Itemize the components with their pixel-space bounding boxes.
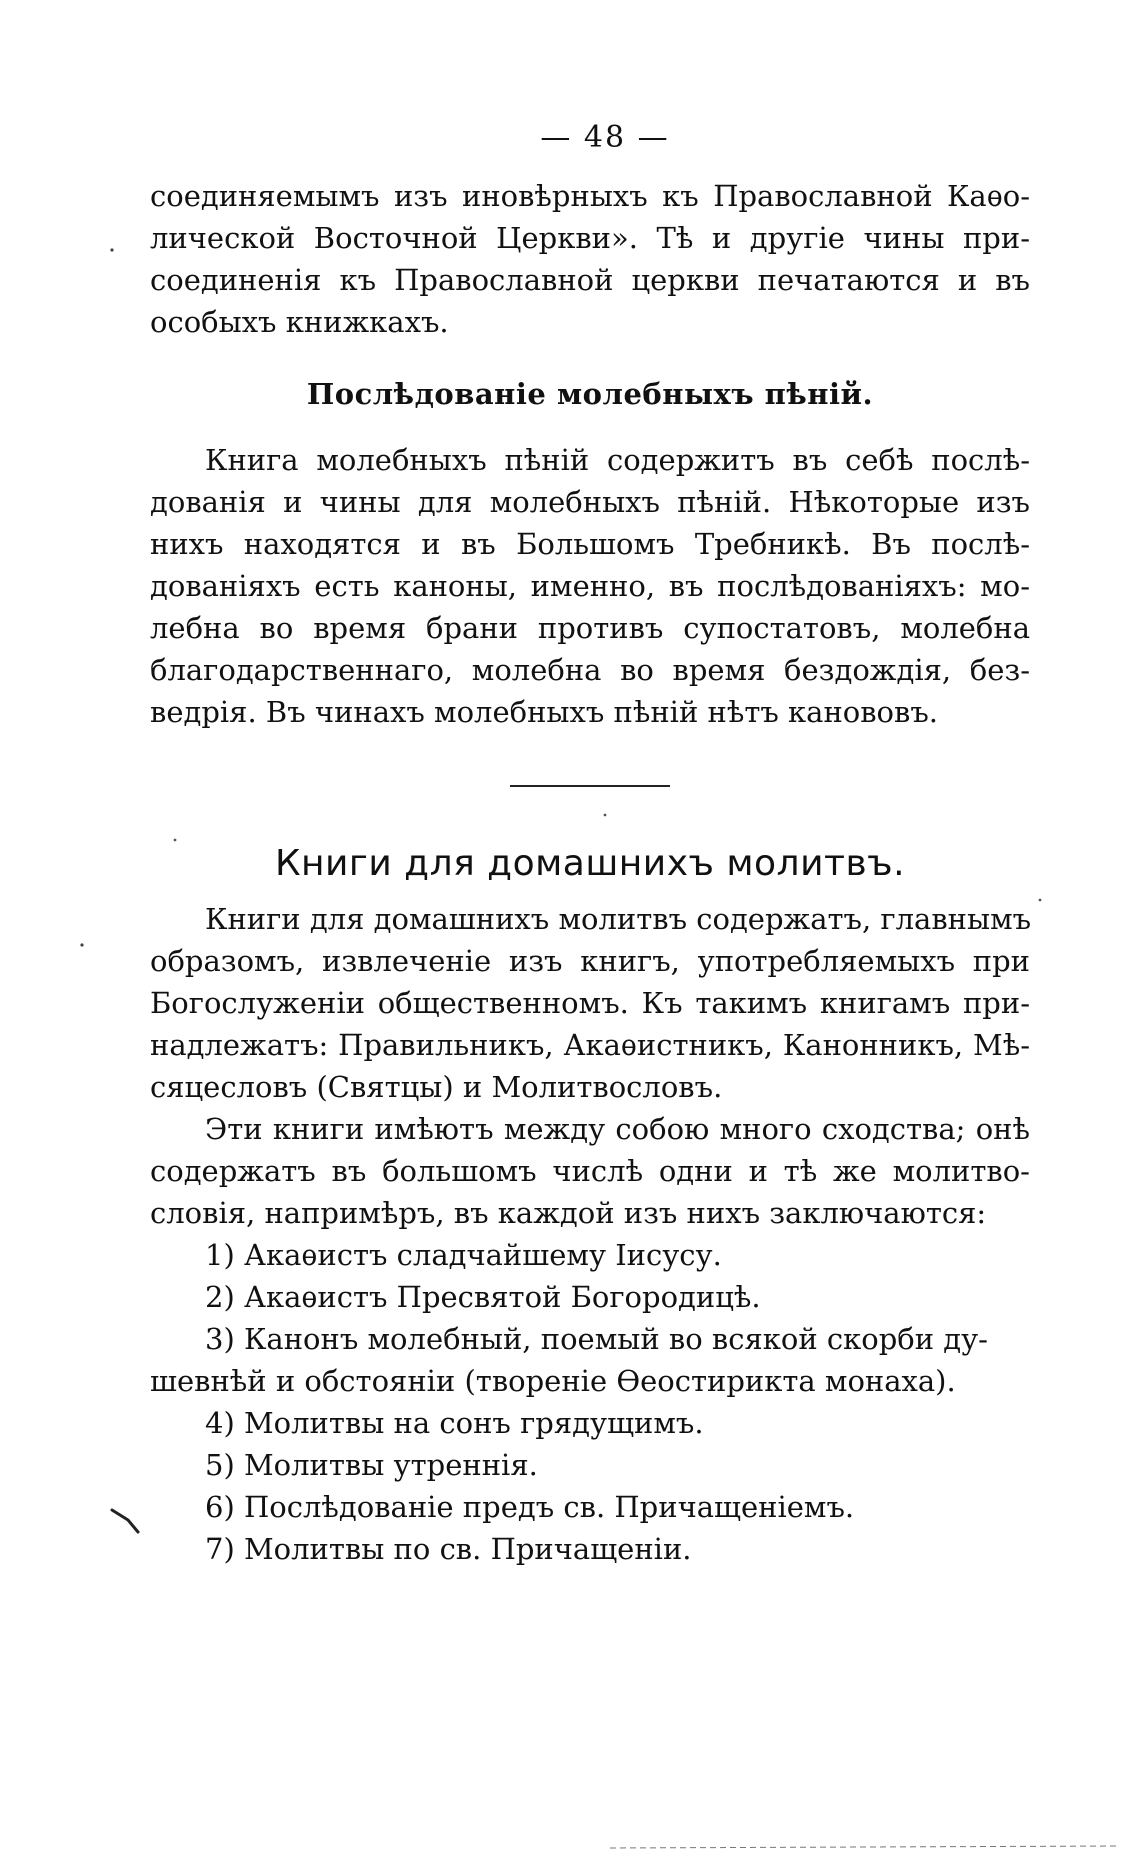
list-item: 1) Акаѳистъ сладчайшему Іисусу. xyxy=(205,1238,722,1272)
text-line: Книги для домашнихъ молитвъ содержатъ, главнымъ xyxy=(205,902,1032,936)
text-line: нихъ находятся и въ Большомъ Требникѣ. Въ послѣ- xyxy=(150,527,1030,561)
page-number: — 48 — xyxy=(540,120,670,155)
text-line: соединяемымъ изъ иновѣрныхъ къ Православной Каѳо- xyxy=(150,179,1030,213)
text-line: благодарственнаго, молебна во время бездождія, без- xyxy=(150,653,1030,687)
list-item: 4) Молитвы на сонъ грядущимъ. xyxy=(205,1406,704,1440)
text-line: Эти книги имѣютъ между собою много сходства; онѣ xyxy=(205,1112,1030,1146)
text-line: Богослуженіи общественномъ. Къ такимъ книгамъ при- xyxy=(150,986,1030,1020)
text-line: дованіяхъ есть каноны, именно, въ послѣдованіяхъ: мо- xyxy=(150,569,1030,603)
text-line: сяцесловъ (Святцы) и Молитвословъ. xyxy=(150,1070,723,1104)
list-item: 6) Послѣдованіе предъ св. Причащеніемъ. xyxy=(205,1490,855,1524)
text-line: соединенія къ Православной церкви печатаются и въ xyxy=(150,263,1030,297)
text-line: ведрія. Въ чинахъ молебныхъ пѣній нѣтъ канововъ. xyxy=(150,695,939,729)
list-item: 3) Канонъ молебный, поемый во всякой скорби ду- xyxy=(205,1322,988,1356)
text-line: надлежатъ: Правильникъ, Акаѳистникъ, Канонникъ, Мѣ- xyxy=(150,1028,1030,1062)
text-line: дованія и чины для молебныхъ пѣній. Нѣкоторые изъ xyxy=(150,485,1030,519)
text-line: особыхъ книжкахъ. xyxy=(150,305,449,339)
text-line: лической Восточной Церкви». Тѣ и другіе чины при- xyxy=(150,221,1030,255)
list-item-continuation: шевнѣй и обстояніи (твореніе Ѳеостирикта монаха). xyxy=(150,1364,956,1398)
section-title-home-prayers: Книги для домашнихъ молитвъ. xyxy=(274,843,906,884)
list-item: 5) Молитвы утреннія. xyxy=(205,1448,538,1482)
text-line: лебна во время брани противъ супостатовъ, молебна xyxy=(150,611,1030,645)
list-item: 2) Акаѳистъ Пресвятой Богородицѣ. xyxy=(205,1280,761,1314)
section-title-molebens: Послѣдованіе молебныхъ пѣній. xyxy=(306,377,874,411)
text-line: словія, напримѣръ, въ каждой изъ нихъ заключаются: xyxy=(150,1196,987,1230)
text-line: содержатъ въ большомъ числѣ одни и тѣ же молитво- xyxy=(150,1154,1030,1188)
list-item: 7) Молитвы по св. Причащеніи. xyxy=(205,1532,692,1566)
text-line: Книга молебныхъ пѣній содержитъ въ себѣ послѣ- xyxy=(205,443,1030,477)
text-line: образомъ, извлеченіе изъ книгъ, употребляемыхъ при xyxy=(150,944,1030,978)
